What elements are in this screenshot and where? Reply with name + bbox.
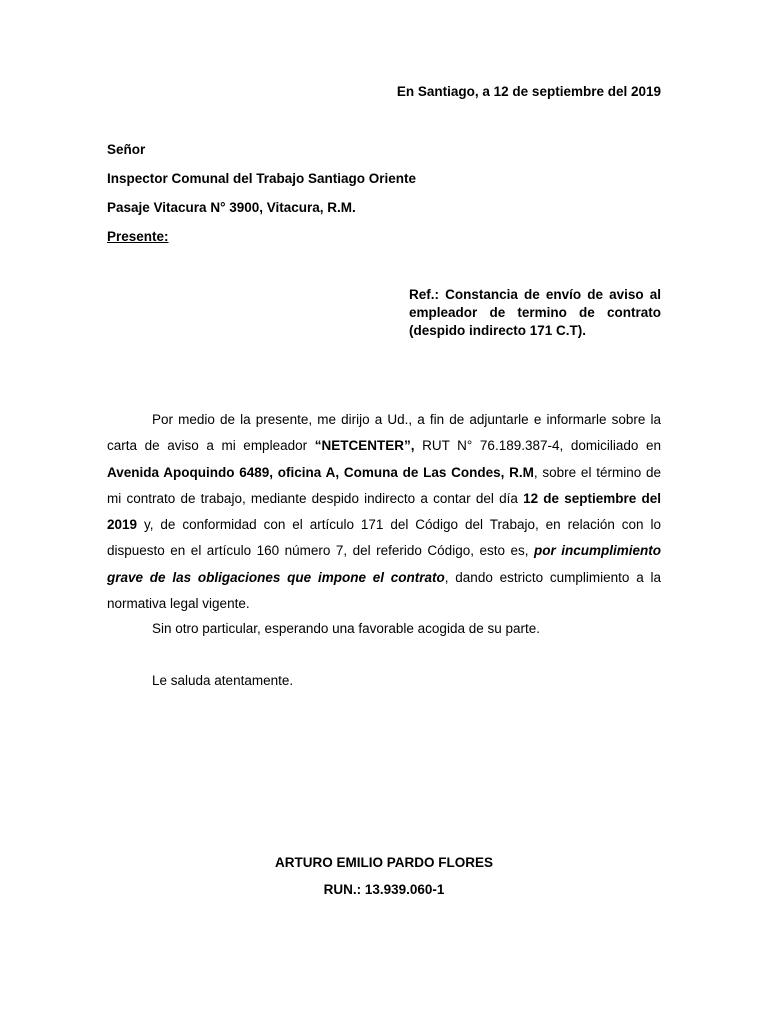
employer-address: Avenida Apoquindo 6489, oficina A, Comuna de Las Condes, R.M — [107, 464, 534, 480]
closing-line-1: Sin otro particular, esperando una favorable acogida de su parte. — [152, 621, 541, 636]
recipient-salutation: Señor — [107, 142, 146, 157]
body-text-2: RUT N° 76.189.387-4, domiciliado en — [414, 438, 661, 454]
presente-label: Presente: — [107, 229, 169, 244]
employer-name: “NETCENTER”, — [314, 438, 415, 454]
termination-cause: por incumplimiento grave de las obligaciones que impone el contrato — [107, 543, 661, 585]
body-text-5: , dando estricto cumplimiento a la normativa legal vigente. — [107, 569, 661, 612]
place-date: En Santiago, a 12 de septiembre del 2019 — [396, 84, 661, 99]
termination-date: 12 de septiembre del 2019 — [107, 490, 661, 533]
body-paragraph — [107, 407, 661, 617]
body-text-1: Por medio de la presente, me dirijo a Ud., a fin de adjuntarle e informarle sobre la carta de aviso a mi empleador — [107, 412, 661, 454]
recipient-address: Pasaje Vitacura N° 3900, Vitacura, R.M. — [107, 200, 356, 215]
signature-name: ARTURO EMILIO PARDO FLORES — [275, 855, 493, 870]
body-text-3: , sobre el término de mi contrato de trabajo, mediante despido indirecto a contar del día — [107, 464, 661, 506]
closing-line-2: Le saluda atentamente. — [152, 673, 294, 688]
reference-text: Ref.: Constancia de envío de aviso al empleador de termino de contrato (despido indirecto 171 C.T). — [409, 287, 661, 338]
body-text-4: y, de conformidad con el artículo 171 del Código del Trabajo, en relación con lo dispuesto en el artículo 160 número 7, del referido Código, esto es, — [107, 517, 661, 559]
signature-run: RUN.: 13.939.060-1 — [323, 882, 445, 897]
recipient-title: Inspector Comunal del Trabajo Santiago Oriente — [107, 171, 417, 186]
